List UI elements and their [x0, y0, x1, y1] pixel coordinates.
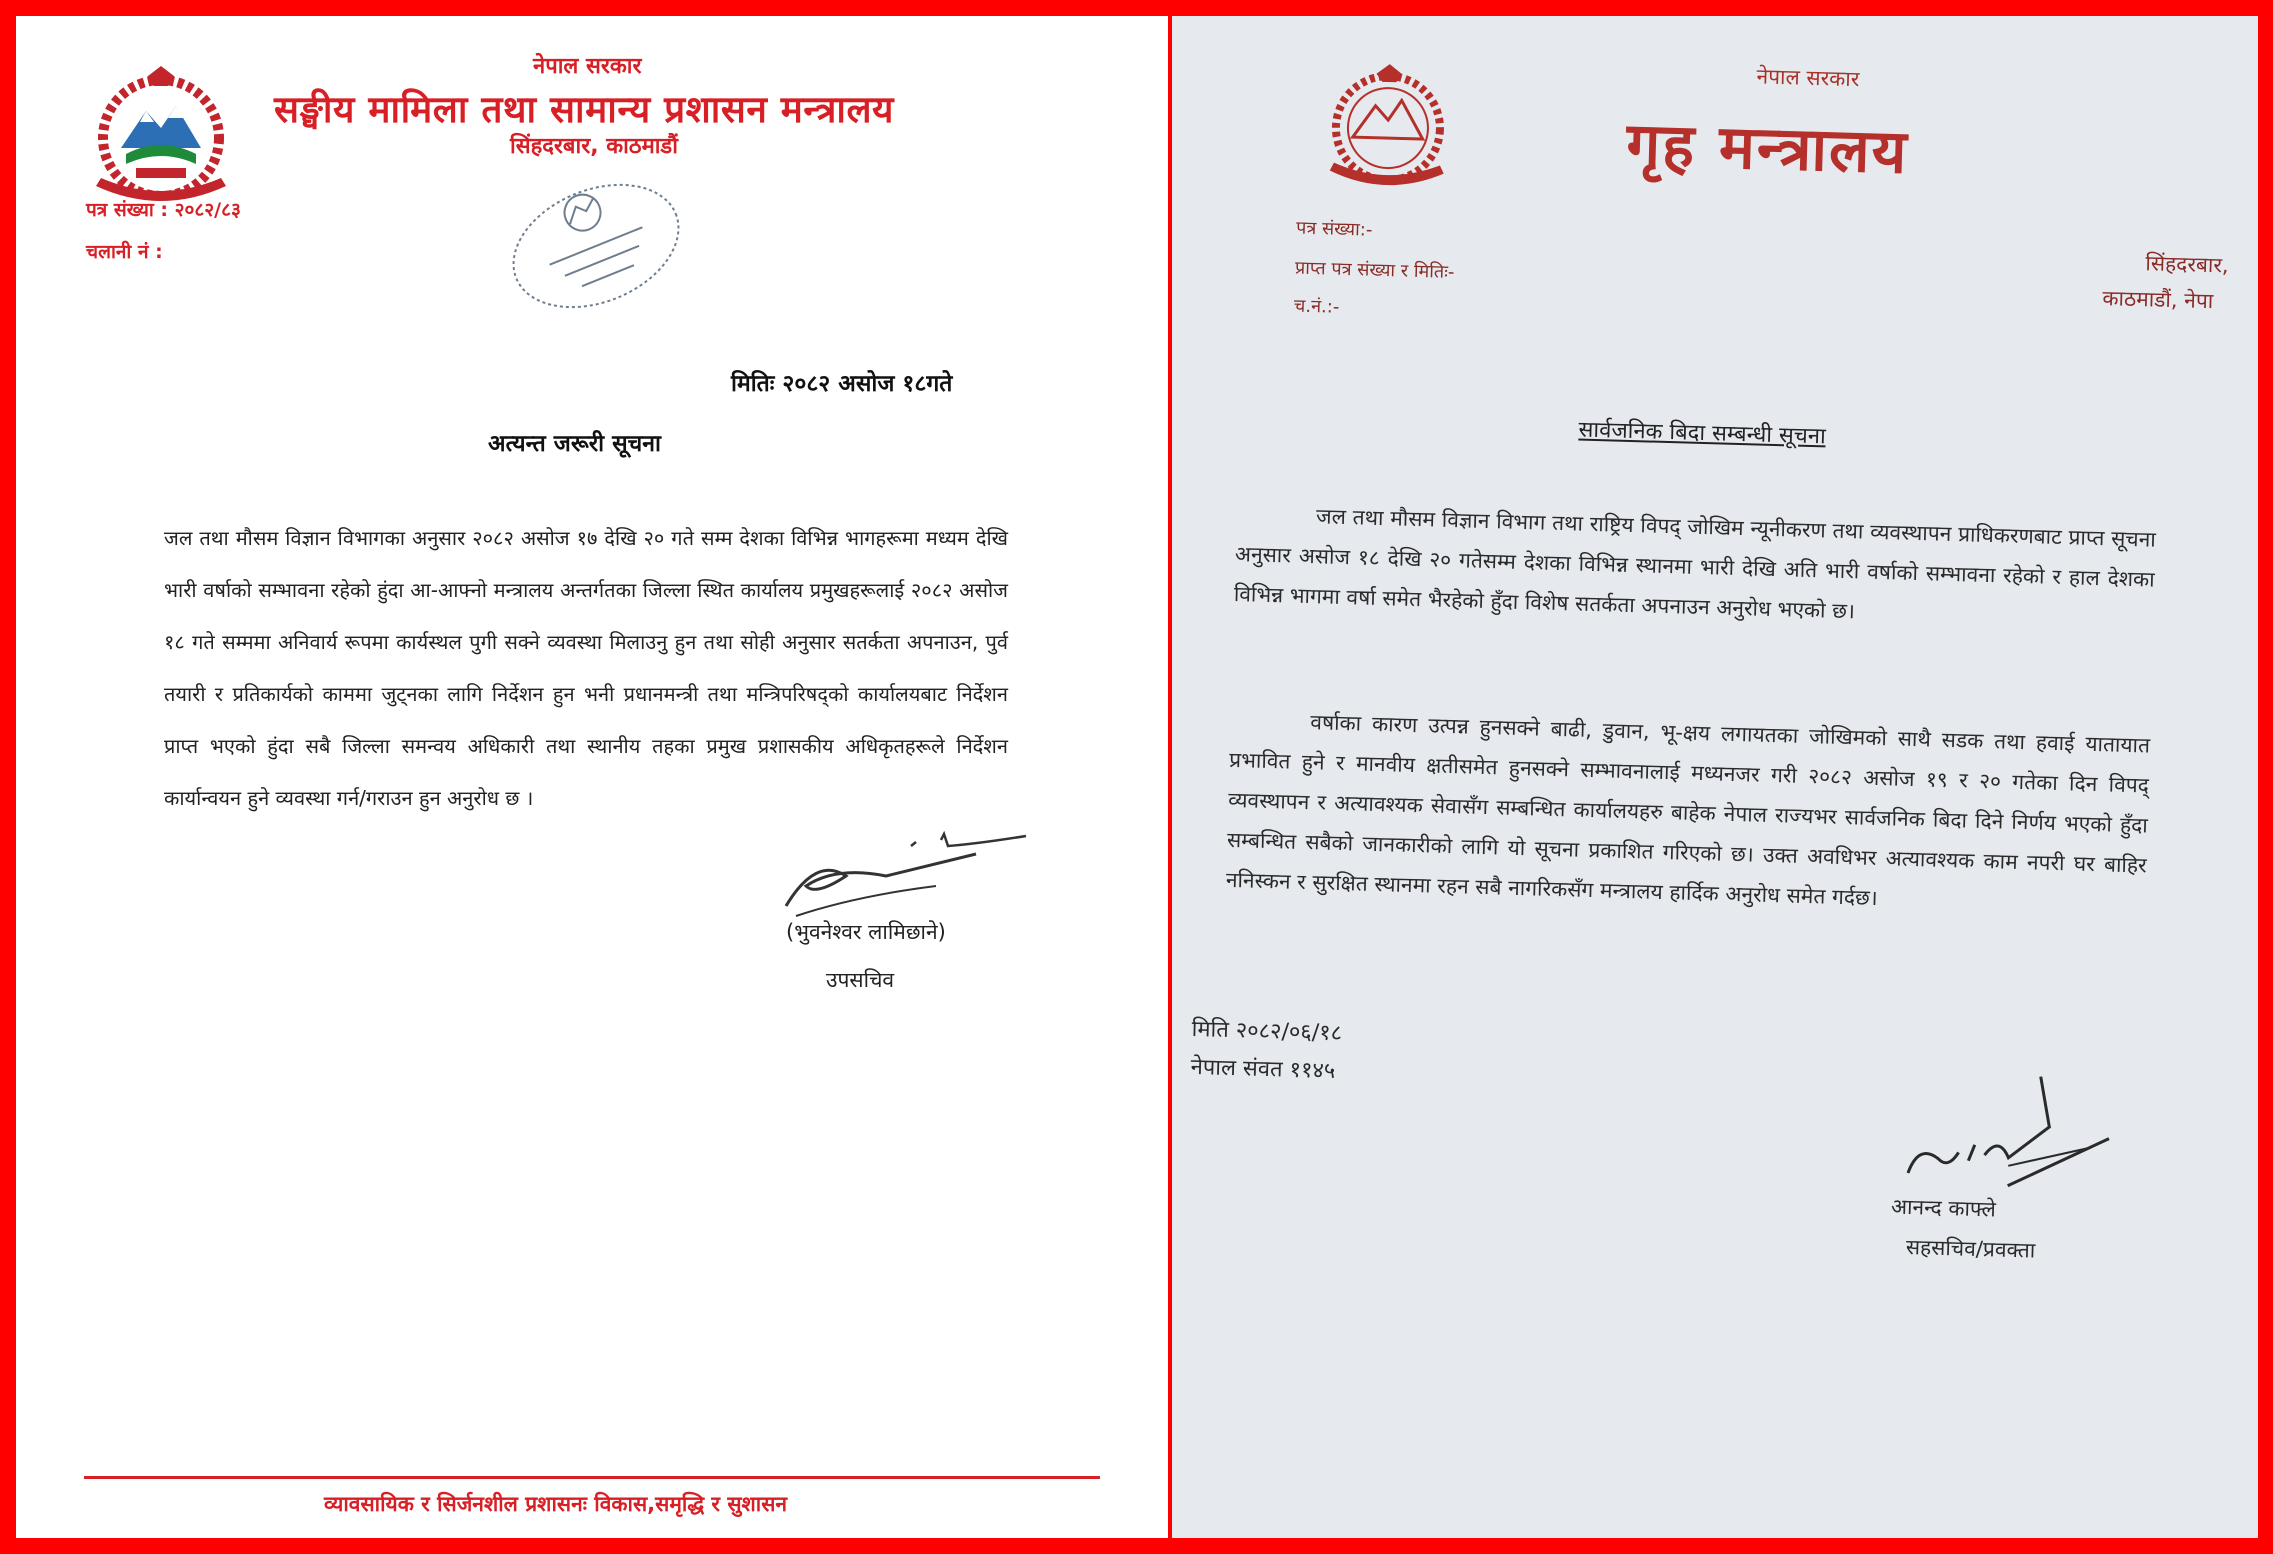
government-header: नेपाल सरकार: [1756, 64, 1860, 92]
letter-date: मितिः २०८२ असोज १८गते: [731, 371, 953, 397]
nepal-emblem-icon: [76, 56, 246, 216]
ministry-title: गृह मन्त्रालय: [1625, 109, 1910, 188]
dispatch-number: च.नं.:-: [1293, 295, 1340, 318]
address-line-1: सिंहदरबार,: [2145, 251, 2230, 278]
footer-motto: व्यावसायिक र सिर्जनशील प्रशासनः विकास,समृद्धि र सुशासन: [324, 1492, 788, 1516]
address-line-2: काठमाडौं, नेपा: [2102, 286, 2214, 314]
letter-paragraph-1: जल तथा मौसम विज्ञान विभाग तथा राष्ट्रिय विपद् जोखिम न्यूनीकरण तथा व्यवस्थापन प्राधिकरणबाट प्राप्त सूचना अनुसार असोज १८ देखि २० गतेसम्म देशका विभिन्न स्थानमा भारी देखि अति भारी वर्षाको सम्भावना रहेको र हाल देशका विभिन्न भागमा वर्षा समेत भैरहेको हुँदा विशेष सतर्कता अपनाउन अनुरोध भएको छ।: [1233, 504, 2157, 624]
dispatch-number: चलानी नं :: [86, 241, 163, 263]
left-letter: [16, 16, 1168, 1538]
received-reference: प्राप्त पत्र संख्या र मितिः-: [1294, 257, 1455, 283]
ministry-title: सङ्घीय मामिला तथा सामान्य प्रशासन मन्त्रालय: [274, 88, 895, 131]
letter-body: जल तथा मौसम विज्ञान विभागका अनुसार २०८२ असोज १७ देखि २० गते सम्म देशका विभिन्न भागहरूमा मध्यम देखि भारी वर्षाको सम्भावना रहेको हुंदा आ-आफ्नो मन्त्रालय अन्तर्गतका जिल्ला स्थित कार्यालय प्रमुखहरूलाई २०८२ असोज १८ गते सम्ममा अनिवार्य रूपमा कार्यस्थल पुगी सक्ने व्यवस्था मिलाउनु हुन तथा सोही अनुसार सतर्कता अपनाउन, पुर्व तयारी र प्रतिकार्यको काममा जुट्नका लागि निर्देशन हुन भनी प्रधानमन्त्री तथा मन्त्रिपरिषद्को कार्यालयबाट निर्देशन प्राप्त भएको हुंदा सबै जिल्ला समन्वय अधिकारी तथा स्थानीय तहका प्रमुख प्रशासकीय अधिकृतहरूले निर्देशन कार्यान्वयन हुने व्यवस्था गर्न/गराउन हुन अनुरोध छ ।: [164, 526, 1008, 810]
signatory-name: आनन्द काफ्ले: [1890, 1194, 1997, 1222]
nepal-samvat-date: नेपाल संवत ११४५: [1190, 1054, 1336, 1084]
right-letter: [1172, 16, 2258, 1538]
signature-icon: [1887, 1062, 2131, 1209]
letter-subject: अत्यन्त जरूरी सूचना: [488, 431, 661, 457]
government-header: नेपाल सरकार: [533, 54, 642, 79]
reference-number: पत्र संख्या : २०८२/८३: [86, 199, 241, 221]
letter-subject: सार्वजनिक बिदा सम्बन्धी सूचना: [1578, 417, 1827, 450]
letter-paragraph-2: वर्षाका कारण उत्पन्न हुनसक्ने बाढी, डुवान, भू-क्षय लगायतका जोखिमको साथै सडक तथा हवाई यातायात प्रभावित हुने र मानवीय क्षतीसमेत हुनसक्ने सम्भावनालाई मध्यनजर गरी २०८२ असोज १९ र २० गतेका दिन विपद् व्यवस्थापन र अत्यावश्यक सेवासँग सम्बन्धित कार्यालयहरु बाहेक नेपाल राज्यभर सार्वजनिक बिदा दिने निर्णय भएको हुँदा सम्बन्धित सबैको जानकारीको लागि यो सूचना प्रकाशित गरिएको छ। उक्त अवधिभर अत्यावश्यक काम नपरी घर बाहिर ननिस्कन र सुरक्षित स्थानमा रहन सबै नागरिकसँग मन्त्रालय हार्दिक अनुरोध समेत गर्दछ।: [1225, 710, 2151, 911]
signatory-name: (भुवनेश्वर लामिछाने): [786, 920, 946, 944]
ministry-address: सिंहदरबार, काठमाडौं: [510, 134, 678, 159]
letter-date: मिति २०८२/०६/१८: [1191, 1016, 1343, 1047]
nepal-emblem-icon: [1311, 54, 1465, 198]
reference-number: पत्र संख्या:-: [1295, 217, 1373, 241]
signatory-designation: सहसचिव/प्रवक्ता: [1905, 1234, 2036, 1263]
signatory-designation: उपसचिव: [826, 968, 895, 992]
signature-icon: [776, 816, 1036, 926]
footer-divider: [84, 1476, 1100, 1479]
office-stamp-icon: [496, 166, 696, 326]
